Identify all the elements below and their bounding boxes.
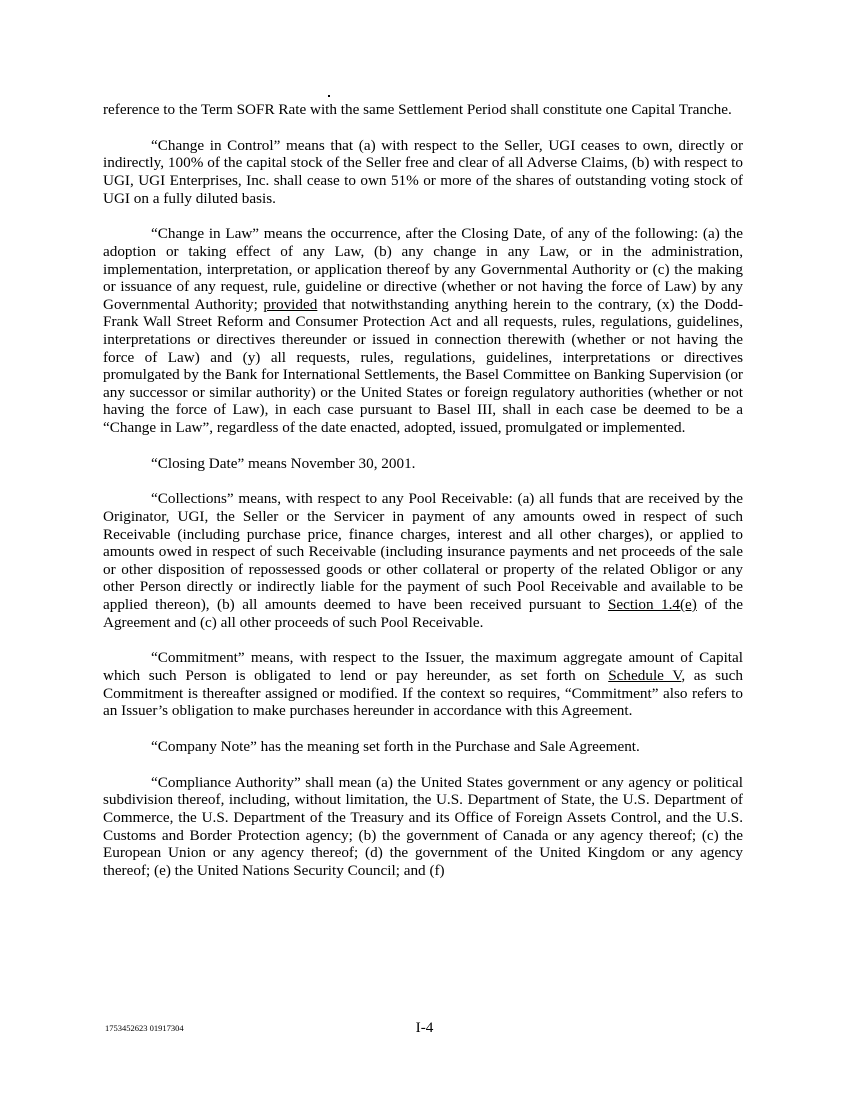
definition-compliance-authority: “Compliance Authority” shall mean (a) the United States government or any agency or political subdivision thereof, including, without limitation, the U.S. Department of State, the U.S. Department of Commerce, the U.S. Department of the Treasury and its Office of Foreign Assets Control, and the U.S. Customs and Border Protection agency; (b) the government of Canada or any agency thereof; (c) the European Union or any agency thereof; (d) the government of the United Kingdom or any agency thereof; (e) the United Nations Security Council; and (f) <box>103 773 743 879</box>
definition-text: of the Agreement and (c) all other proceeds of such Pool Receivable. <box>103 596 743 631</box>
definition-closing-date: “Closing Date” means November 30, 2001. <box>151 454 416 472</box>
schedule-reference: Schedule V <box>608 666 682 684</box>
definition-change-in-law <box>103 225 743 436</box>
definition-text: , as such Commitment is thereafter assigned or modified. If the context so requires, “Commitment” also refers to an Issuer’s obligation to make purchases hereunder in accordance with this Agreement. <box>103 666 743 720</box>
footer-document-id: 1753452623 01917304 <box>105 1023 184 1033</box>
definition-change-in-control: “Change in Control” means that (a) with respect to the Seller, UGI ceases to own, directly or indirectly, 100% of the capital stock of the Seller free and clear of all Adverse Claims, (b) with respect to UGI, UGI Enterprises, Inc. shall cease to own 51% or more of the shares of outstanding voting stock of UGI on a fully diluted basis. <box>103 136 743 207</box>
section-reference: Section 1.4(e) <box>607 596 697 613</box>
definition-text: “Collections” means, with respect to any Pool Receivable: (a) all funds that are received by the Originator, UGI, the Seller or the Servicer in payment of any amounts owed in respect of such Receivable (including purchase price, finance charges, interest and all other charges), or applied to amounts owed in respect of such Receivable (including insurance payments and net proceeds of the sale or other disposition of repossessed goods or other collateral or property of the related Obligor or any other Person directly or indirectly liable for the payment of such Pool Receivable and available to be applied thereon), (b) all amounts deemed to have been received pursuant to <box>103 490 743 613</box>
paragraph-continuation: reference to the Term SOFR Rate with the same Settlement Period shall constitute one Capital Tranche. <box>103 101 732 118</box>
footer-page-number: I-4 <box>415 1019 434 1036</box>
definition-text: that notwithstanding anything herein to the contrary, (x) the Dodd-Frank Wall Street Reform and Consumer Protection Act and all requests, rules, regulations, guidelines, interpretations or directives thereunder or issued in connection therewith (whether or not having the force of Law) and (y) all requests, rules, regulations, guidelines, interpretations or directives promulgated by the Bank for International Settlements, the Basel Committee on Banking Supervision (or any successor or similar authority) or the United States or foreign regulatory authorities (whether or not having the force of Law), in each case pursuant to Basel III, shall in each case be deemed to be a “Change in Law”, regardless of the date enacted, adopted, issued, promulgated or implemented. <box>103 295 743 436</box>
provided-term: provided <box>263 295 318 313</box>
definition-text: “Commitment” means, with respect to the Issuer, the maximum aggregate amount of Capital which such Person is obligated to lend or pay hereunder, as set forth on <box>103 649 743 684</box>
definition-commitment <box>103 649 743 719</box>
definition-collections <box>103 490 743 631</box>
definition-company-note: “Company Note” has the meaning set forth in the Purchase and Sale Agreement. <box>151 737 640 755</box>
definition-text: “Change in Law” means the occurrence, after the Closing Date, of any of the following: (a) the adoption or taking effect of any Law, (b) any change in any Law, or in the administration, implementation, interpretation, or application thereof by any Governmental Authority or (c) the making or issuance of any request, rule, guideline or directive (whether or not having the force of Law) by any Governmental Authority; <box>103 225 743 313</box>
document-body <box>103 101 743 897</box>
scan-mark <box>328 95 330 97</box>
